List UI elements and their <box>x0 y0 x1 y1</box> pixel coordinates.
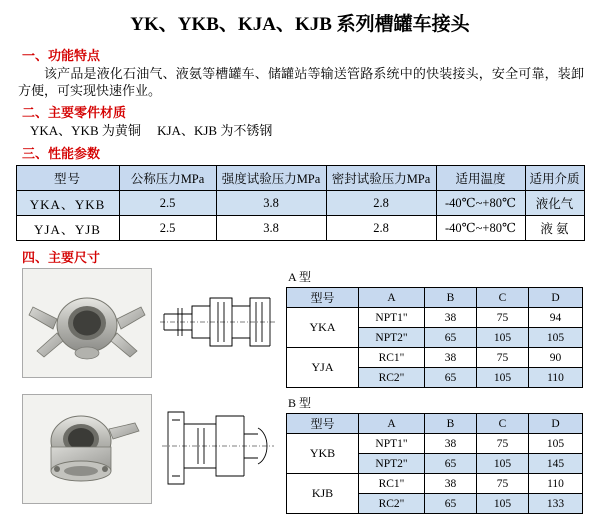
dim-b-cell-2-3: 75 <box>477 474 529 494</box>
dim-b-cell-0-2: 38 <box>425 434 477 454</box>
dim-a-model-0: YKA <box>287 308 359 348</box>
dimension-table-a-wrap <box>286 268 586 388</box>
dim-b-cell-0-1: NPT1" <box>359 434 425 454</box>
dim-a-model-1: YJA <box>287 348 359 388</box>
dim-b-cell-1-4: 145 <box>529 454 583 474</box>
dimension-table-b <box>286 413 583 514</box>
dim-a-header-3: C <box>477 288 529 308</box>
dim-a-cell-2-2: 38 <box>425 348 477 368</box>
dim-a-header-0: 型号 <box>287 288 359 308</box>
dim-b-cell-1-1: NPT2" <box>359 454 425 474</box>
materials-line: YKA、YKB 为黄铜 KJA、KJB 为不锈钢 <box>30 123 273 138</box>
dim-b-cell-3-3: 105 <box>477 494 529 514</box>
dim-b-header-3: C <box>477 414 529 434</box>
dim-a-cell-2-3: 75 <box>477 348 529 368</box>
dim-b-cell-2-2: 38 <box>425 474 477 494</box>
dim-a-header-1: A <box>359 288 425 308</box>
section-heading-dimensions: 四、主要尺寸 <box>22 250 101 265</box>
dim-a-cell-3-1: RC2" <box>359 368 425 388</box>
photo-a-graphic <box>23 269 151 377</box>
dim-b-cell-0-4: 105 <box>529 434 583 454</box>
table-row <box>16 216 584 241</box>
dim-a-cell-0-3: 75 <box>477 308 529 328</box>
table-header-row <box>287 414 583 434</box>
product-photo-a <box>22 268 152 378</box>
dim-a-cell-3-2: 65 <box>425 368 477 388</box>
dim-b-cell-3-2: 65 <box>425 494 477 514</box>
perf-header-1: 公称压力MPa <box>119 166 216 191</box>
perf-cell-0-0: YKA、YKB <box>16 191 119 216</box>
dim-a-cell-0-2: 38 <box>425 308 477 328</box>
dim-a-cell-1-1: NPT2" <box>359 328 425 348</box>
product-photo-b <box>22 394 152 504</box>
dim-b-model-1: KJB <box>287 474 359 514</box>
dim-b-cell-1-3: 105 <box>477 454 529 474</box>
perf-header-3: 密封试验压力MPa <box>326 166 436 191</box>
dim-a-cell-1-4: 105 <box>529 328 583 348</box>
section-heading-performance: 三、性能参数 <box>22 146 101 161</box>
table-header-row <box>16 166 584 191</box>
table-row <box>287 348 583 368</box>
type-label-b: B 型 <box>288 396 312 410</box>
dim-b-header-2: B <box>425 414 477 434</box>
dim-b-cell-1-2: 65 <box>425 454 477 474</box>
perf-cell-1-0: YJA、YJB <box>16 216 119 241</box>
dim-a-cell-1-2: 65 <box>425 328 477 348</box>
dim-b-header-4: D <box>529 414 583 434</box>
dim-b-cell-2-4: 110 <box>529 474 583 494</box>
dim-b-cell-0-3: 75 <box>477 434 529 454</box>
dimension-block-a <box>14 268 586 388</box>
perf-cell-1-4: -40℃~+80℃ <box>436 216 525 241</box>
section-heading-features: 一、功能特点 <box>22 48 101 63</box>
photo-b-graphic <box>23 395 151 503</box>
dimensions-section <box>14 268 586 514</box>
table-row <box>287 474 583 494</box>
dim-a-cell-3-3: 105 <box>477 368 529 388</box>
performance-table <box>16 165 585 241</box>
dim-b-cell-2-1: RC1" <box>359 474 425 494</box>
perf-cell-1-5: 液 氨 <box>525 216 584 241</box>
dim-b-cell-3-4: 133 <box>529 494 583 514</box>
table-row <box>287 434 583 454</box>
dim-b-cell-3-1: RC2" <box>359 494 425 514</box>
dim-b-model-0: YKB <box>287 434 359 474</box>
dim-a-cell-2-1: RC1" <box>359 348 425 368</box>
dim-a-header-4: D <box>529 288 583 308</box>
dimension-block-b <box>14 394 586 514</box>
dim-a-cell-0-1: NPT1" <box>359 308 425 328</box>
type-label-a: A 型 <box>288 270 312 284</box>
perf-cell-0-3: 2.8 <box>326 191 436 216</box>
perf-header-4: 适用温度 <box>436 166 525 191</box>
dimension-table-b-wrap <box>286 394 586 514</box>
table-row <box>287 308 583 328</box>
perf-cell-1-2: 3.8 <box>216 216 326 241</box>
perf-header-2: 强度试验压力MPa <box>216 166 326 191</box>
perf-cell-1-1: 2.5 <box>119 216 216 241</box>
line-drawing-a-graphic <box>158 268 278 376</box>
perf-cell-1-3: 2.8 <box>326 216 436 241</box>
perf-header-0: 型号 <box>16 166 119 191</box>
perf-header-5: 适用介质 <box>525 166 584 191</box>
section-heading-materials: 二、主要零件材质 <box>22 105 127 120</box>
dim-b-header-1: A <box>359 414 425 434</box>
perf-cell-0-1: 2.5 <box>119 191 216 216</box>
dim-a-cell-3-4: 110 <box>529 368 583 388</box>
perf-cell-0-2: 3.8 <box>216 191 326 216</box>
table-header-row <box>287 288 583 308</box>
dim-a-cell-1-3: 105 <box>477 328 529 348</box>
features-paragraph: 该产品是液化石油气、液氨等槽罐车、储罐站等输送管路系统中的快装接头，安全可靠，装卸方便，可实现快速作业。 <box>18 66 584 98</box>
page-title: YK、YKB、KJA、KJB 系列槽罐车接头 <box>130 14 470 35</box>
dim-a-cell-0-4: 94 <box>529 308 583 328</box>
perf-cell-0-4: -40℃~+80℃ <box>436 191 525 216</box>
line-drawing-b-graphic <box>158 394 278 502</box>
line-drawing-b <box>158 394 278 502</box>
table-row <box>16 191 584 216</box>
dim-a-header-2: B <box>425 288 477 308</box>
perf-cell-0-5: 液化气 <box>525 191 584 216</box>
dim-a-cell-2-4: 90 <box>529 348 583 368</box>
dim-b-header-0: 型号 <box>287 414 359 434</box>
line-drawing-a <box>158 268 278 376</box>
dimension-table-a <box>286 287 583 388</box>
